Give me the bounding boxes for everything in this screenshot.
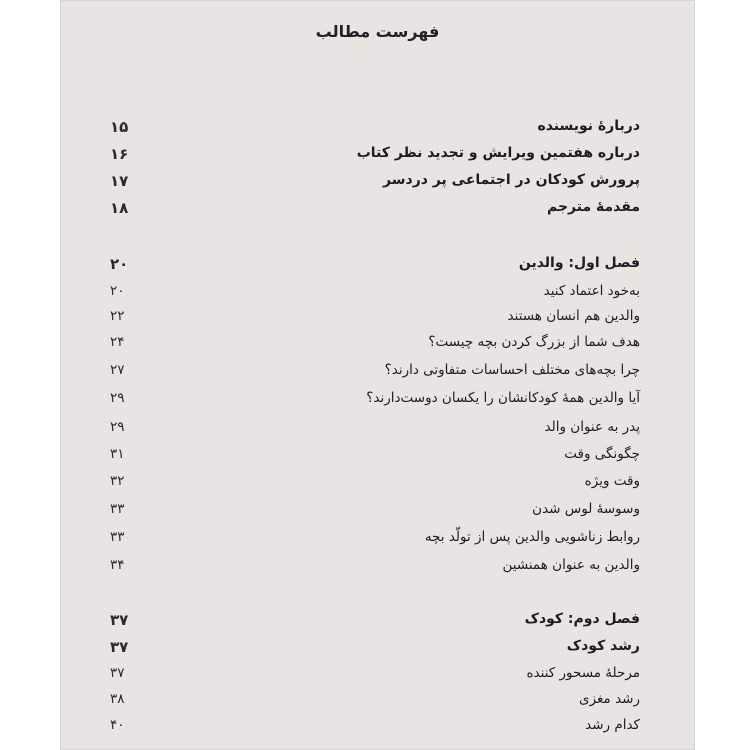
toc-entry xyxy=(60,172,695,198)
toc-entry-title: والدین به عنوان همنشین xyxy=(502,557,640,573)
toc-entry-title: چرا بچه‌های مختلف احساسات متفاوتی دارند؟ xyxy=(384,362,640,378)
toc-entry xyxy=(60,390,695,416)
toc-entry-title: وسوسهٔ لوس شدن xyxy=(532,501,640,517)
toc-entry-title: آیا والدین همهٔ کودکانشان را یکسان دوست‌دارند؟ xyxy=(366,390,640,406)
toc-entry xyxy=(60,308,695,334)
chapter-page: ۲۰ xyxy=(110,255,129,273)
chapter-heading xyxy=(60,611,695,637)
toc-entry-page: ۳۷ xyxy=(110,665,125,681)
chapter-title: فصل اول: والدین xyxy=(518,255,640,271)
page-title: فهرست مطالب xyxy=(315,22,440,41)
toc-entry-title: روابط زناشویی والدین پس از تولّد بچه xyxy=(424,529,640,545)
toc-entry xyxy=(60,717,695,743)
toc-entry-page: ۳۲ xyxy=(110,473,125,489)
toc-entry-title: مقدمهٔ مترجم xyxy=(546,199,640,215)
section-heading xyxy=(60,638,695,664)
toc-entry-title: رشد مغزی xyxy=(579,691,640,707)
toc-entry-page: ۳۴ xyxy=(110,557,125,573)
toc-entry-page: ۴۰ xyxy=(110,717,125,733)
toc-entry-page: ۱۶ xyxy=(110,145,129,163)
toc-entry xyxy=(60,446,695,472)
toc-entry-page: ۱۷ xyxy=(110,172,129,190)
toc-entry xyxy=(60,145,695,171)
toc-entry-page: ۳۳ xyxy=(110,501,125,517)
toc-entry-title: به‌خود اعتماد کنید xyxy=(543,283,640,299)
chapter-page: ۳۷ xyxy=(110,611,129,629)
toc-entry xyxy=(60,691,695,717)
toc-entry-title: درباره هفتمین ویرایش و تجدید نظر کتاب xyxy=(356,145,640,161)
chapter-title: فصل دوم: کودک xyxy=(524,611,640,627)
toc-entry-page: ۲۹ xyxy=(110,419,125,435)
toc-entry-title: مرحلهٔ مسحور کننده xyxy=(526,665,640,681)
toc-entry xyxy=(60,199,695,225)
toc-entry-page: ۱۸ xyxy=(110,199,129,217)
toc-entry-title: کدام رشد xyxy=(585,717,640,733)
toc-entry-page: ۲۰ xyxy=(110,283,125,299)
toc-entry-page: ۲۷ xyxy=(110,362,125,378)
toc-entry xyxy=(60,419,695,445)
toc-entry-page: ۳۳ xyxy=(110,529,125,545)
toc-entry-title: هدف شما از بزرگ کردن بچه چیست؟ xyxy=(428,334,640,350)
chapter-heading xyxy=(60,255,695,281)
toc-entry-title: والدین هم انسان هستند xyxy=(507,308,640,324)
toc-entry xyxy=(60,501,695,527)
book-page xyxy=(60,0,695,750)
toc-entry-page: ۳۱ xyxy=(110,446,125,462)
section-page: ۳۷ xyxy=(110,638,129,656)
toc-entry-page: ۳۸ xyxy=(110,691,125,707)
toc-entry xyxy=(60,118,695,144)
toc-entry-title: پرورش کودکان در اجتماعی پر دردسر xyxy=(383,172,640,188)
toc-entry xyxy=(60,557,695,583)
toc-entry-page: ۲۹ xyxy=(110,390,125,406)
toc-entry-page: ۲۴ xyxy=(110,334,125,350)
toc-entry-title: چگونگی وقت xyxy=(564,446,640,462)
toc-entry xyxy=(60,665,695,691)
toc-entry-page: ۱۵ xyxy=(110,118,129,136)
toc-entry xyxy=(60,473,695,499)
toc-entry xyxy=(60,362,695,388)
toc-entry xyxy=(60,283,695,309)
section-title: رشد کودک xyxy=(566,638,640,654)
toc-entry xyxy=(60,334,695,360)
toc-entry-page: ۲۲ xyxy=(110,308,125,324)
toc-entry-title: پدر به عنوان والد xyxy=(544,419,640,435)
toc-entry-title: دربارهٔ نویسنده xyxy=(537,118,640,134)
toc-entry xyxy=(60,529,695,555)
toc-entry-title: وقت ویژه xyxy=(584,473,640,489)
